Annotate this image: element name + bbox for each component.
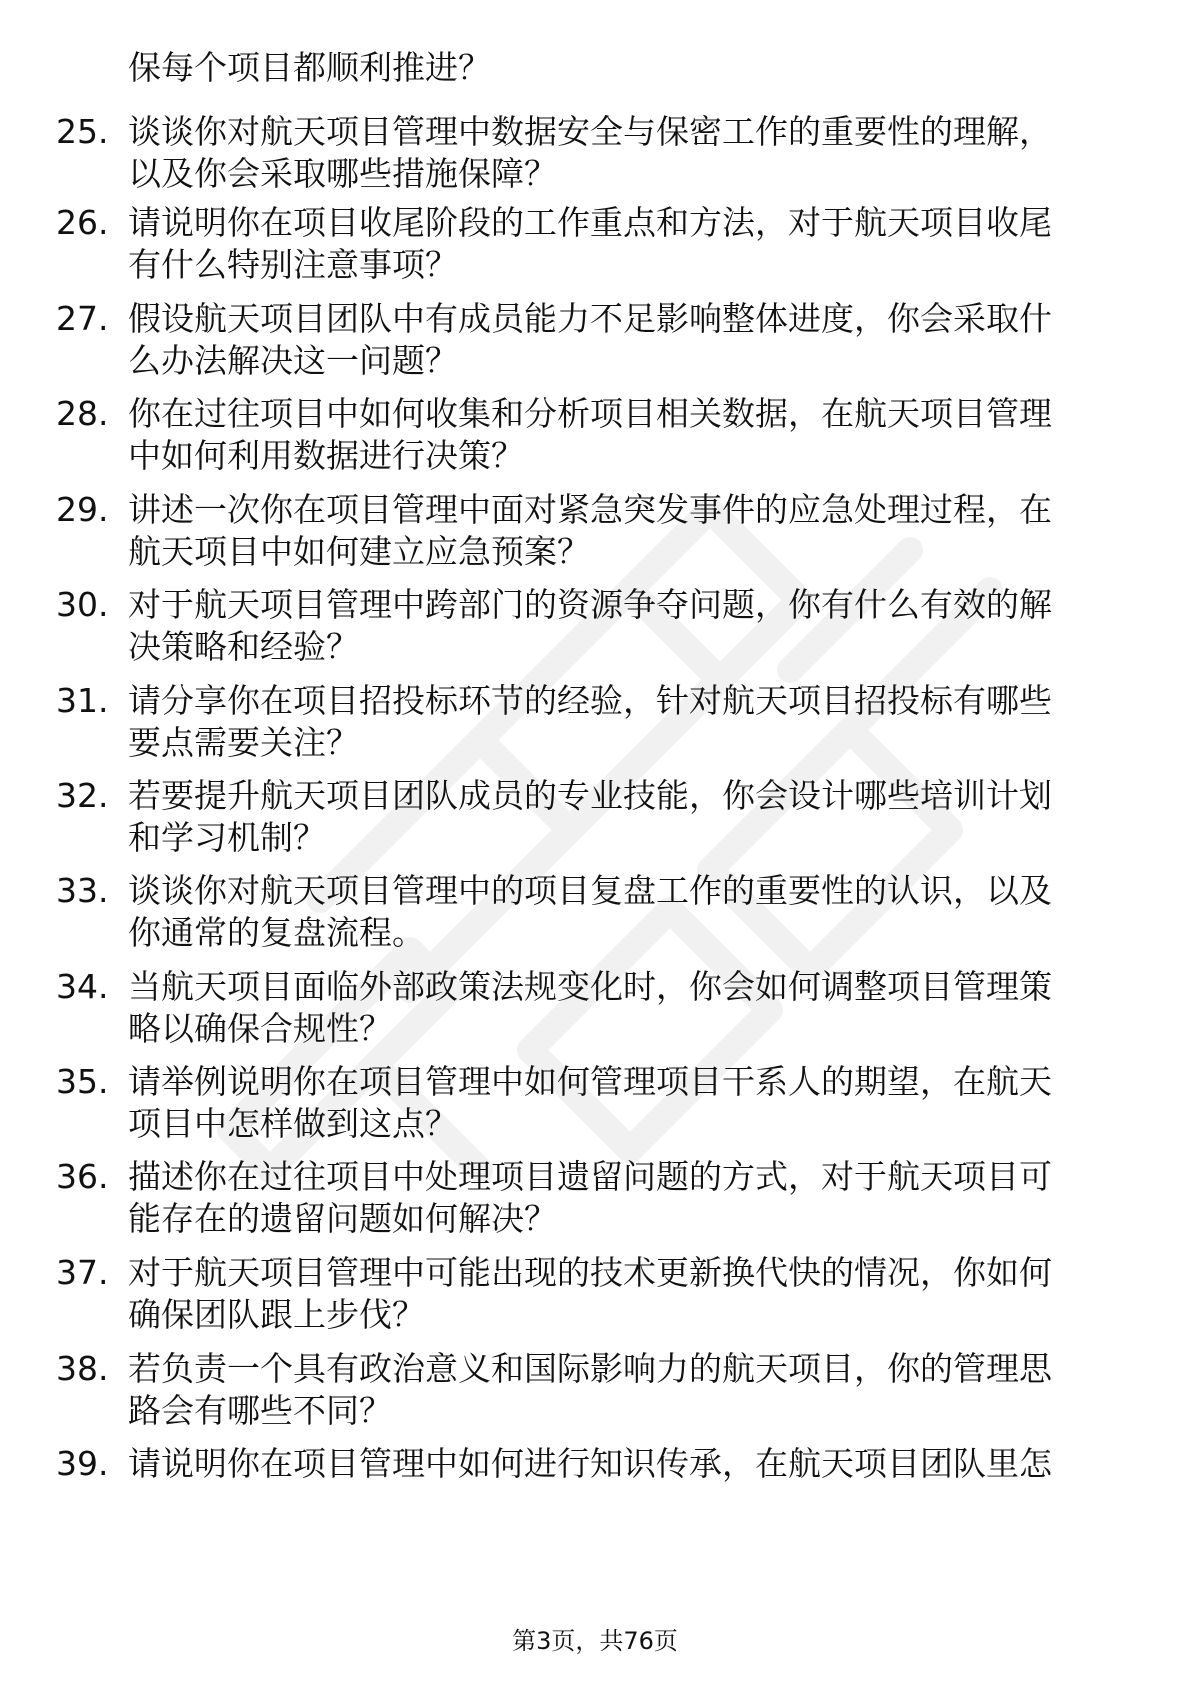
question-number: 34. — [56, 967, 109, 1006]
question-text-line: 你在过往项目中如何收集和分析项目相关数据，在航天项目管理 — [128, 394, 1052, 433]
question-number: 39. — [56, 1444, 109, 1483]
question-text-line: 要点需要关注？ — [128, 723, 359, 762]
question-text-line: 路会有哪些不同？ — [128, 1391, 392, 1430]
question-text-line: 和学习机制？ — [128, 818, 326, 857]
question-number: 35. — [56, 1062, 109, 1101]
question-text-line: 请说明你在项目管理中如何进行知识传承，在航天项目团队里怎 — [128, 1444, 1052, 1483]
question-text-line: 假设航天项目团队中有成员能力不足影响整体进度，你会采取什 — [128, 299, 1052, 338]
question-text-line: 有什么特别注意事项？ — [128, 245, 458, 284]
question-text-line: 略以确保合规性？ — [128, 1009, 392, 1048]
question-number: 30. — [56, 585, 109, 624]
question-text-line: 描述你在过往项目中处理项目遗留问题的方式，对于航天项目可 — [128, 1157, 1052, 1196]
question-text-line: 谈谈你对航天项目管理中数据安全与保密工作的重要性的理解， — [128, 112, 1052, 151]
question-text-line: 确保团队跟上步伐？ — [128, 1295, 425, 1334]
question-text-line: 讲述一次你在项目管理中面对紧急突发事件的应急处理过程，在 — [128, 490, 1052, 529]
question-number: 29. — [56, 490, 109, 529]
question-text-line: 请分享你在项目招投标环节的经验，针对航天项目招投标有哪些 — [128, 681, 1052, 720]
question-text-line: 么办法解决这一问题？ — [128, 341, 458, 380]
question-text-line: 请说明你在项目收尾阶段的工作重点和方法，对于航天项目收尾 — [128, 203, 1052, 242]
question-text-line: 请举例说明你在项目管理中如何管理项目干系人的期望，在航天 — [128, 1062, 1052, 1101]
question-number: 36. — [56, 1157, 109, 1196]
question-number: 31. — [56, 681, 109, 720]
page-footer: 第3页，共76页 — [512, 1627, 678, 1655]
question-text-line: 对于航天项目管理中可能出现的技术更新换代快的情况，你如何 — [128, 1253, 1052, 1292]
question-text-line: 你通常的复盘流程。 — [128, 913, 425, 952]
question-text-line: 谈谈你对航天项目管理中的项目复盘工作的重要性的认识，以及 — [128, 871, 1052, 910]
question-text-line: 若负责一个具有政治意义和国际影响力的航天项目，你的管理思 — [128, 1349, 1052, 1388]
question-number: 26. — [56, 203, 109, 242]
question-number: 38. — [56, 1349, 109, 1388]
question-text-line: 以及你会采取哪些措施保障？ — [128, 154, 557, 193]
question-number: 25. — [56, 112, 109, 151]
question-text-line: 决策略和经验？ — [128, 627, 359, 666]
question-number: 32. — [56, 776, 109, 815]
question-text-line: 若要提升航天项目团队成员的专业技能，你会设计哪些培训计划 — [128, 776, 1052, 815]
question-text-line: 航天项目中如何建立应急预案？ — [128, 532, 590, 571]
question-text-line: 对于航天项目管理中跨部门的资源争夺问题，你有什么有效的解 — [128, 585, 1052, 624]
question-text-line: 能存在的遗留问题如何解决？ — [128, 1199, 557, 1238]
question-number: 28. — [56, 394, 109, 433]
question-text-line: 中如何利用数据进行决策？ — [128, 436, 524, 475]
question-text-line: 项目中怎样做到这点？ — [128, 1104, 458, 1143]
question-number: 37. — [56, 1253, 109, 1292]
continued-question-text: 保每个项目都顺利推进？ — [128, 48, 491, 87]
question-number: 33. — [56, 871, 109, 910]
question-text-line: 当航天项目面临外部政策法规变化时，你会如何调整项目管理策 — [128, 967, 1052, 1006]
question-number: 27. — [56, 299, 109, 338]
